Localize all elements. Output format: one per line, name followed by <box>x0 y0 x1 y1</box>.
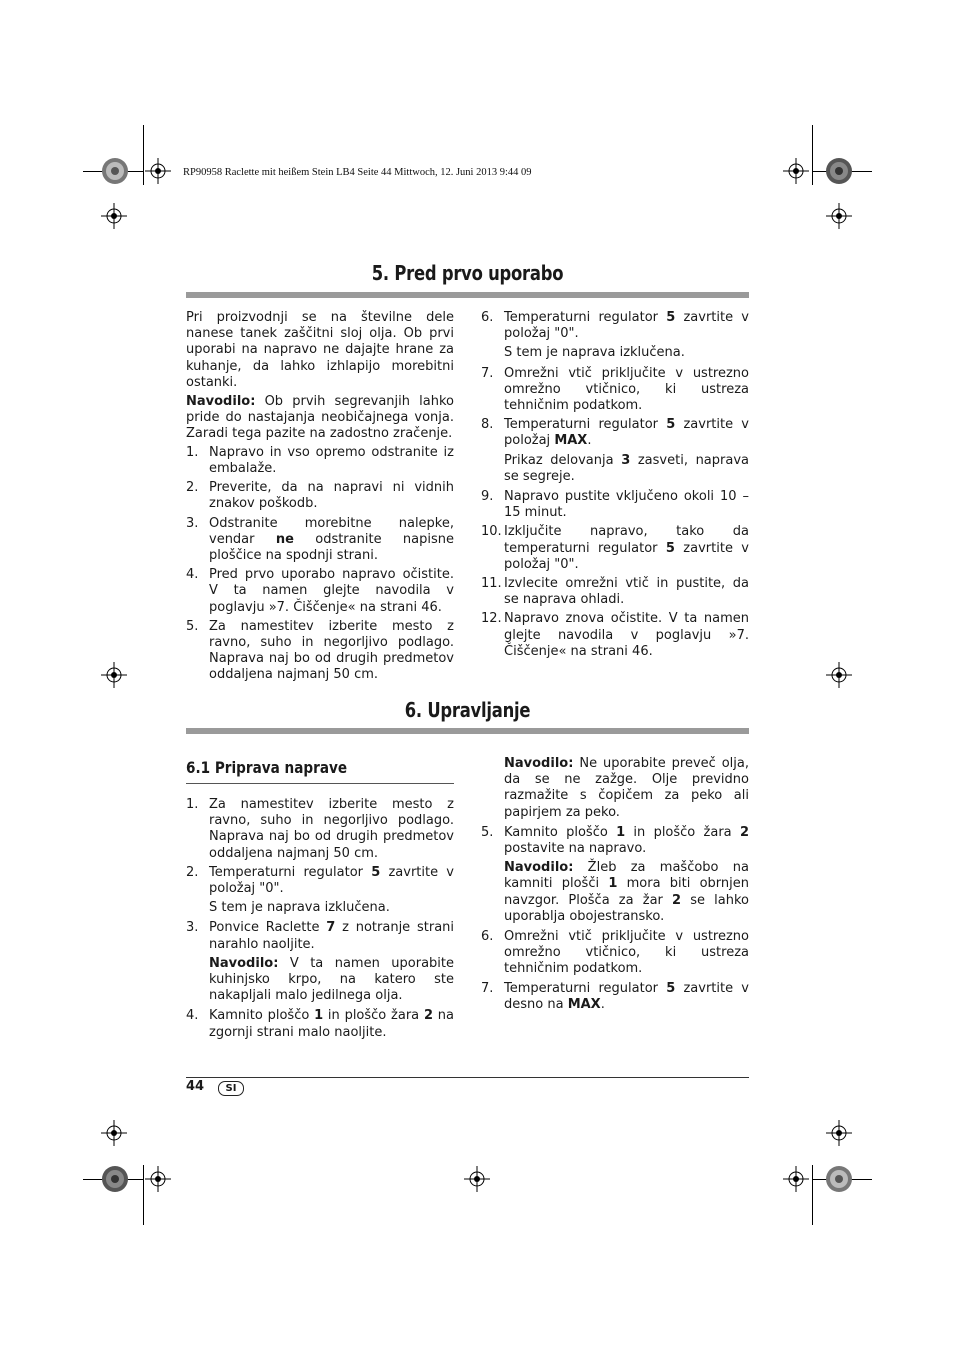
registration-mark-icon <box>101 662 127 688</box>
list-emphasis: 2 <box>423 1008 433 1024</box>
page-number: 44 <box>186 1079 205 1094</box>
list-text: Za namestitev izberite mesto z ravno, suho in negorljivo podlago. Naprava naj bo od drugih predmetov oddaljena najmanj 50 cm. <box>209 618 454 683</box>
list-number: 1. <box>186 797 199 812</box>
list-item <box>186 920 454 952</box>
list-text: Temperaturni regulator <box>504 417 667 433</box>
list-item <box>481 524 749 573</box>
list-emphasis: 1 <box>608 876 618 892</box>
registration-mark-icon <box>145 158 171 184</box>
list-item <box>481 417 749 449</box>
list-emphasis: 2 <box>672 892 682 908</box>
registration-mark-icon <box>783 158 809 184</box>
list-number: 5. <box>481 824 494 840</box>
list-text: postavite na napravo. <box>504 841 647 857</box>
list-number: 3. <box>186 515 199 531</box>
list-number: 4. <box>186 1008 199 1024</box>
list-number: 3. <box>186 920 199 936</box>
list-number: 7. <box>481 980 494 996</box>
list-text: . <box>587 433 592 449</box>
list-text: Kamnito ploščo <box>209 1008 315 1024</box>
note-label: Navodilo: <box>209 955 279 971</box>
list-emphasis: 1 <box>314 1008 324 1024</box>
list-text: zasveti, naprava se segreje. <box>504 452 749 484</box>
list-number: 6. <box>481 929 494 945</box>
note-text: V ta namen uporabite kuhinjsko krpo, na katero ste nakapljali malo jedilnega olja. <box>209 955 454 1004</box>
list-number: 1. <box>186 444 199 460</box>
list-text: Ponvice Raclette <box>209 920 327 936</box>
note-text: se lahko uporablja obojestransko. <box>504 892 749 924</box>
section-5-right-column <box>481 310 749 663</box>
list-text: odstranite napisne ploščice na spodnji strani. <box>209 531 454 564</box>
list-text: zavrtite v desno na <box>504 980 749 1012</box>
list-emphasis: 5 <box>666 417 676 433</box>
registration-mark-icon <box>464 1166 490 1192</box>
note-label: Navodilo: <box>186 393 256 409</box>
list-text: Napravo pustite vključeno okoli 10 – 15 minut. <box>504 489 749 521</box>
intro-paragraph: Pri proizvodnji se na številne dele nanese tanek zaščitni sloj olja. Ob prvi uporabi na napravo ne dajajte hrane za kuhanje, da lahko izhlapijo morebitni ostanki. <box>186 310 454 390</box>
section-6-left-column <box>186 797 454 1044</box>
list-text: zavrtite v položaj "0". <box>504 540 749 572</box>
list-item <box>481 310 749 342</box>
registration-mark-icon <box>101 1120 127 1146</box>
list-text: Izvlecite omrežni vtič in pustite, da se naprava ohladi. <box>504 576 749 608</box>
list-number: 4. <box>186 567 199 583</box>
list-emphasis: 3 <box>621 452 631 468</box>
list-text: zavrtite v položaj "0". <box>209 864 454 897</box>
list-text: in ploščo žara <box>323 1008 424 1024</box>
section-6-bar <box>186 728 749 734</box>
list-item <box>481 489 749 521</box>
list-emphasis: 2 <box>739 824 749 840</box>
list-item <box>186 1008 454 1040</box>
subsection-title: 6.1 Priprava naprave <box>186 758 348 777</box>
list-text: Napravo in vso opremo odstranite iz embalaže. <box>209 444 454 477</box>
list-item <box>481 929 749 978</box>
section-5-left-column <box>186 310 454 687</box>
list-item <box>481 366 749 415</box>
list-number: 11. <box>481 576 502 592</box>
list-emphasis: 1 <box>616 824 626 840</box>
list-number: 7. <box>481 365 494 381</box>
list-emphasis: 5 <box>371 864 381 880</box>
list-text: Prikaz delovanja <box>504 452 622 468</box>
section-6-right-column <box>481 756 749 1016</box>
list-number: 10. <box>481 524 502 540</box>
list-item <box>186 619 454 684</box>
list-item <box>186 516 454 565</box>
list-text: Izključite napravo, tako da temperaturni regulator <box>504 524 749 556</box>
list-item <box>186 865 454 897</box>
list-text: Za namestitev izberite mesto z ravno, suho in negorljivo podlago. Naprava naj bo od drugih predmetov oddaljena najmanj 50 cm. <box>209 797 454 861</box>
list-number: 8. <box>481 417 494 433</box>
list-number: 12. <box>481 611 502 627</box>
country-badge: SI <box>218 1081 244 1096</box>
registration-mark-icon <box>826 203 852 229</box>
list-emphasis: 7 <box>326 920 336 936</box>
list-item <box>186 445 454 477</box>
list-text: z notranje strani narahlo naoljite. <box>209 920 455 952</box>
list-subtext: S tem je naprava izklučena. <box>504 345 685 361</box>
list-number: 6. <box>481 310 494 325</box>
list-number: 2. <box>186 864 199 880</box>
note-text: Ne uporabite preveč olja, da se ne zažge. Olje previdno razmažite s čopičem za peko ali papirjem za peko. <box>504 756 749 820</box>
note-label: Navodilo: <box>504 860 574 876</box>
list-text: Napravo znova očistite. V ta namen glejte navodila v poglavju »7. Čiščenje« na strani 46. <box>504 611 749 659</box>
note-paragraph <box>186 394 454 443</box>
list-text: Temperaturni regulator <box>504 980 667 996</box>
registration-mark-icon <box>783 1166 809 1192</box>
list-item <box>481 981 749 1013</box>
print-slug: RP90958 Raclette mit heißem Stein LB4 Seite 44 Mittwoch, 12. Juni 2013 9:44 09 <box>183 167 532 178</box>
registration-mark-icon <box>826 662 852 688</box>
list-emphasis: MAX <box>554 433 588 449</box>
list-number: 5. <box>186 618 199 634</box>
list-subtext: S tem je naprava izklučena. <box>209 900 390 916</box>
section-5-bar <box>186 292 749 298</box>
list-text: Preverite, da na napravi ni vidnih znakov poškodb. <box>209 480 454 512</box>
color-wheel-icon <box>825 1165 853 1193</box>
list-item <box>186 567 454 616</box>
list-text: Temperaturni regulator <box>209 864 372 880</box>
color-wheel-icon <box>101 157 129 185</box>
list-number: 9. <box>481 489 494 505</box>
list-text: Pred prvo uporabo napravo očistite. V ta namen glejte navodila v poglavju »7. Čiščenje« na strani 46. <box>209 567 454 615</box>
list-number: 2. <box>186 480 199 496</box>
list-item <box>481 576 749 608</box>
note-label: Navodilo: <box>504 756 574 771</box>
list-emphasis: ne <box>275 531 294 547</box>
list-text: Kamnito ploščo <box>504 824 617 840</box>
list-item <box>186 480 454 512</box>
footer-rule <box>186 1077 749 1078</box>
subsection-rule <box>186 783 454 784</box>
note-paragraph <box>481 860 749 925</box>
list-text: na zgornji strani malo naoljite. <box>209 1008 454 1040</box>
list-item <box>186 797 454 862</box>
list-text: Odstranite morebitne nalepke, vendar <box>209 515 454 547</box>
color-wheel-icon <box>825 157 853 185</box>
note-paragraph <box>481 756 749 821</box>
list-text: zavrtite v položaj "0". <box>504 310 749 342</box>
registration-mark-icon <box>145 1166 171 1192</box>
registration-mark-icon <box>101 203 127 229</box>
list-emphasis: 5 <box>665 540 675 556</box>
list-emphasis: MAX <box>567 996 601 1012</box>
list-emphasis: 5 <box>666 310 676 325</box>
list-text: . <box>600 996 605 1012</box>
registration-mark-icon <box>826 1120 852 1146</box>
section-6-title: 6. Upravljanje <box>404 698 531 722</box>
note-text: Ob prvih segrevanjih lahko pride do nastajanja neobičajnega vonja. Zaradi tega pazite na zadostno zračenje. <box>186 393 454 442</box>
list-text: Temperaturni regulator <box>504 310 667 325</box>
list-item <box>481 825 749 857</box>
section-5-title: 5. Pred prvo uporabo <box>371 261 564 285</box>
list-text: Omrežni vtič priključite v ustrezno omrežno vtičnico, ki ustreza tehničnim podatkom. <box>504 365 749 414</box>
list-text: in ploščo žara <box>625 824 740 840</box>
list-text: zavrtite v položaj <box>504 417 749 449</box>
note-text: mora biti obrnjen navzgor. Plošča za žar <box>504 876 750 908</box>
list-emphasis: 5 <box>666 980 676 996</box>
list-text: Omrežni vtič priključite v ustrezno omrežno vtičnico, ki ustreza tehničnim podatkom. <box>504 929 749 977</box>
note-paragraph <box>186 956 454 1005</box>
note-text: Žleb za maščobo na kamniti plošči <box>504 860 749 892</box>
list-item <box>481 611 749 660</box>
list-subtext <box>481 453 749 485</box>
color-wheel-icon <box>101 1165 129 1193</box>
